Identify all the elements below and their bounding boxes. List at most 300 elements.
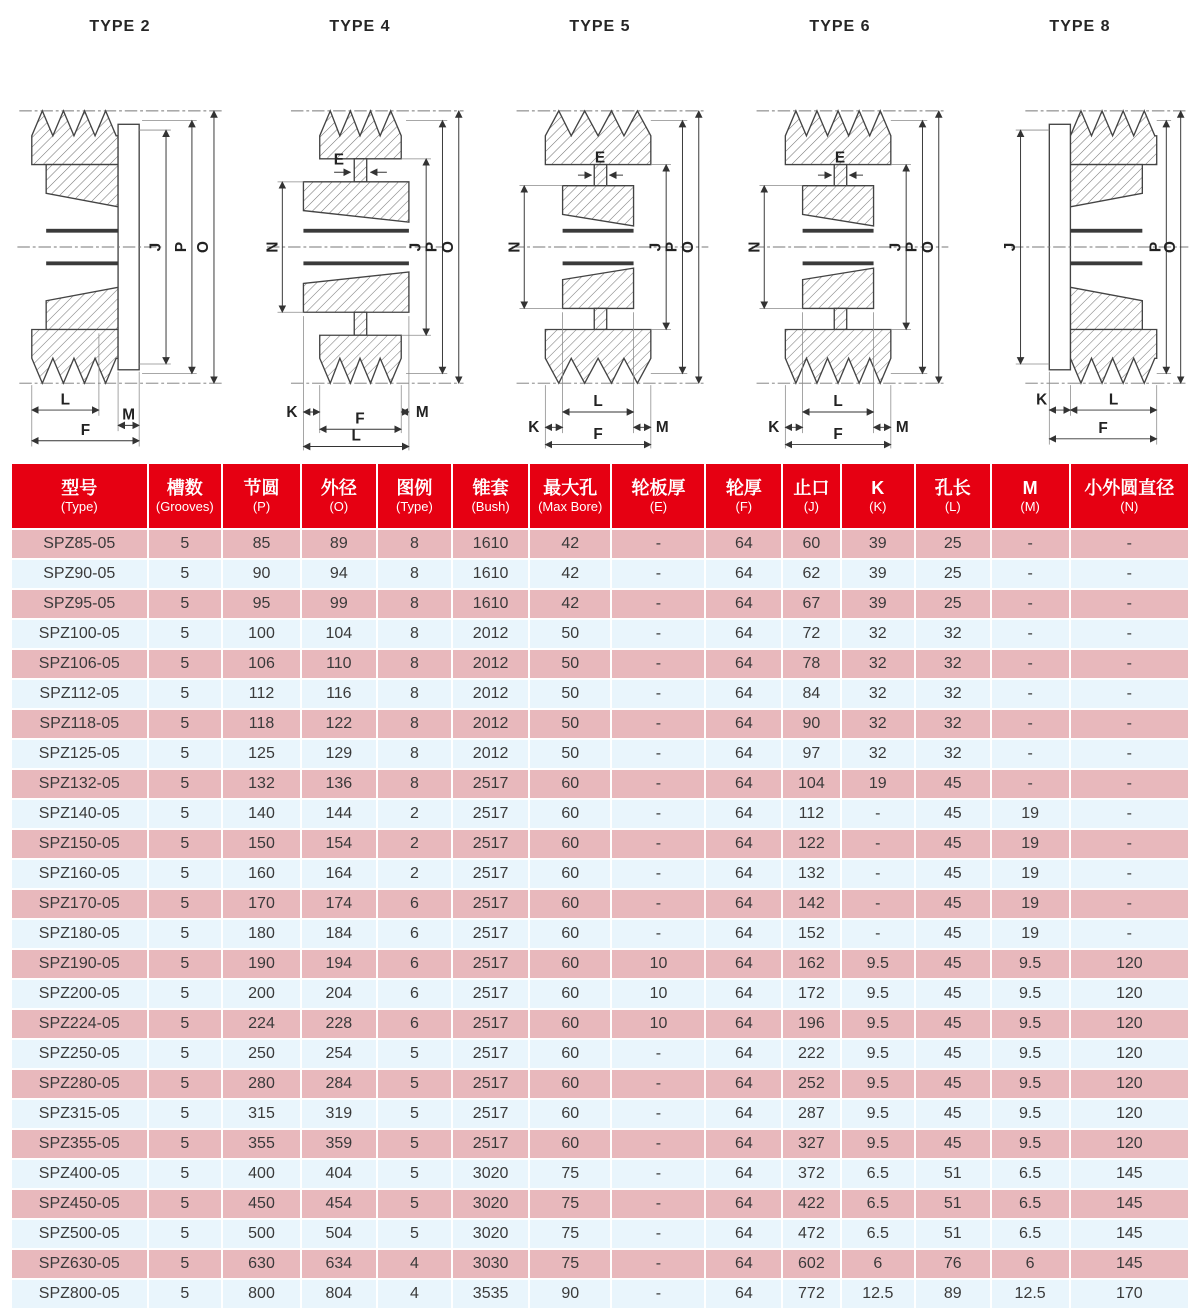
dim-label-p: P [173, 241, 191, 253]
pulley-drawing-type4 [243, 38, 477, 458]
table-cell: 3535 [453, 1280, 528, 1308]
table-cell: 372 [783, 1160, 839, 1188]
dim-label-p: P [663, 241, 681, 253]
table-cell: 78 [783, 650, 839, 678]
table-cell: 315 [223, 1100, 300, 1128]
table-cell: 2012 [453, 680, 528, 708]
table-cell: 5 [149, 530, 221, 558]
table-cell: 64 [706, 680, 781, 708]
table-cell: - [842, 860, 914, 888]
table-cell: 2517 [453, 830, 528, 858]
table-row [12, 890, 1188, 918]
table-cell: 6 [378, 980, 452, 1008]
table-cell: 2 [378, 860, 452, 888]
table-cell: 602 [783, 1250, 839, 1278]
diagram-title-type4: TYPE 4 [329, 18, 391, 35]
table-cell: 5 [378, 1130, 452, 1158]
table-cell: 120 [1071, 1100, 1188, 1128]
table-cell: 5 [149, 590, 221, 618]
table-cell: - [1071, 740, 1188, 768]
table-cell: 500 [223, 1220, 300, 1248]
table-cell: SPZ90-05 [12, 560, 147, 588]
dim-label-f: F [833, 425, 843, 443]
table-cell: 800 [223, 1280, 300, 1308]
table-cell: - [612, 530, 704, 558]
table-cell: - [992, 620, 1069, 648]
column-header: 轮厚 (F) [706, 464, 781, 528]
table-cell: 120 [1071, 980, 1188, 1008]
table-cell: 19 [992, 860, 1069, 888]
table-cell: 45 [916, 1130, 990, 1158]
table-cell: 60 [530, 1130, 611, 1158]
table-cell: 145 [1071, 1220, 1188, 1248]
table-cell: 120 [1071, 1070, 1188, 1098]
table-cell: 194 [302, 950, 376, 978]
table-cell: - [1071, 710, 1188, 738]
table-cell: 2012 [453, 710, 528, 738]
dim-label-l: L [351, 427, 361, 445]
column-header: 小外圆直径 (N) [1071, 464, 1188, 528]
table-cell: 254 [302, 1040, 376, 1068]
table-cell: 64 [706, 1040, 781, 1068]
table-cell: 75 [530, 1250, 611, 1278]
table-cell: 8 [378, 650, 452, 678]
table-cell: 90 [223, 560, 300, 588]
table-cell: - [992, 710, 1069, 738]
table-cell: 6.5 [842, 1190, 914, 1218]
table-cell: - [1071, 920, 1188, 948]
table-cell: 12.5 [992, 1280, 1069, 1308]
dim-label-j: J [887, 242, 905, 252]
table-cell: 5 [378, 1190, 452, 1218]
table-cell: 64 [706, 1250, 781, 1278]
table-row [12, 1160, 1188, 1188]
column-header: 轮板厚 (E) [612, 464, 704, 528]
table-cell: 170 [1071, 1280, 1188, 1308]
table-cell: 9.5 [842, 950, 914, 978]
table-cell: 144 [302, 800, 376, 828]
table-cell: 2517 [453, 890, 528, 918]
table-cell: SPZ250-05 [12, 1040, 147, 1068]
table-cell: 64 [706, 860, 781, 888]
table-cell: 5 [149, 740, 221, 768]
table-row [12, 950, 1188, 978]
table-cell: - [992, 530, 1069, 558]
table-cell: - [612, 1220, 704, 1248]
dim-label-m: M [655, 419, 669, 437]
table-cell: 6 [378, 1010, 452, 1038]
table-cell: 45 [916, 770, 990, 798]
table-cell: 39 [842, 530, 914, 558]
table-cell: 5 [149, 620, 221, 648]
table-row [12, 800, 1188, 828]
table-cell: 120 [1071, 1010, 1188, 1038]
table-cell: SPZ280-05 [12, 1070, 147, 1098]
table-cell: 19 [842, 770, 914, 798]
table-cell: SPZ150-05 [12, 830, 147, 858]
table-cell: 32 [916, 710, 990, 738]
dim-label-f: F [1098, 420, 1108, 438]
table-cell: 5 [149, 800, 221, 828]
table-cell: 60 [530, 1100, 611, 1128]
table-cell: 122 [783, 830, 839, 858]
table-cell: 5 [149, 1010, 221, 1038]
table-cell: 64 [706, 560, 781, 588]
table-cell: 252 [783, 1070, 839, 1098]
table-cell: 64 [706, 1100, 781, 1128]
table-cell: 2012 [453, 740, 528, 768]
table-cell: 10 [612, 1010, 704, 1038]
table-cell: 170 [223, 890, 300, 918]
table-row [12, 1070, 1188, 1098]
table-cell: 355 [223, 1130, 300, 1158]
table-cell: 64 [706, 620, 781, 648]
table-cell: 62 [783, 560, 839, 588]
table-cell: SPZ95-05 [12, 590, 147, 618]
table-cell: 64 [706, 950, 781, 978]
table-cell: 60 [530, 830, 611, 858]
table-cell: 132 [783, 860, 839, 888]
table-cell: - [1071, 650, 1188, 678]
table-cell: 60 [530, 980, 611, 1008]
table-cell: 6 [378, 950, 452, 978]
table-row [12, 770, 1188, 798]
table-cell: 112 [783, 800, 839, 828]
table-cell: 6.5 [992, 1190, 1069, 1218]
dim-label-e: E [834, 149, 846, 167]
table-cell: 2517 [453, 860, 528, 888]
table-cell: 2517 [453, 1100, 528, 1128]
table-cell: 64 [706, 1160, 781, 1188]
dim-label-k: K [528, 419, 540, 437]
table-cell: 32 [842, 740, 914, 768]
table-cell: 99 [302, 590, 376, 618]
dim-label-f: F [593, 425, 603, 443]
table-cell: 64 [706, 710, 781, 738]
table-cell: 8 [378, 620, 452, 648]
table-cell: 204 [302, 980, 376, 1008]
table-cell: 359 [302, 1130, 376, 1158]
table-cell: 280 [223, 1070, 300, 1098]
table-cell: 2 [378, 800, 452, 828]
table-cell: 45 [916, 890, 990, 918]
table-cell: 116 [302, 680, 376, 708]
table-cell: 6.5 [992, 1160, 1069, 1188]
table-cell: 174 [302, 890, 376, 918]
table-cell: - [842, 830, 914, 858]
table-cell: 5 [378, 1040, 452, 1068]
table-cell: 5 [149, 860, 221, 888]
table-row [12, 1190, 1188, 1218]
table-row [12, 530, 1188, 558]
table-cell: - [1071, 800, 1188, 828]
table-cell: 8 [378, 770, 452, 798]
table-cell: - [1071, 770, 1188, 798]
table-cell: 3020 [453, 1160, 528, 1188]
table-cell: 422 [783, 1190, 839, 1218]
table-cell: 32 [916, 740, 990, 768]
table-cell: 32 [916, 650, 990, 678]
dim-label-n: N [746, 241, 764, 253]
diagram-title-type6: TYPE 6 [809, 18, 871, 35]
table-cell: 72 [783, 620, 839, 648]
table-cell: 60 [530, 770, 611, 798]
table-cell: 5 [149, 1220, 221, 1248]
table-cell: 64 [706, 800, 781, 828]
table-cell: 164 [302, 860, 376, 888]
table-cell: 5 [149, 1100, 221, 1128]
table-cell: 772 [783, 1280, 839, 1308]
table-cell: 19 [992, 890, 1069, 918]
table-cell: 45 [916, 980, 990, 1008]
table-cell: SPZ85-05 [12, 530, 147, 558]
table-cell: SPZ132-05 [12, 770, 147, 798]
table-cell: 64 [706, 1130, 781, 1158]
table-cell: 120 [1071, 950, 1188, 978]
table-cell: - [612, 710, 704, 738]
table-cell: 222 [783, 1040, 839, 1068]
table-cell: 64 [706, 830, 781, 858]
table-cell: - [612, 920, 704, 948]
dim-label-k: K [768, 419, 780, 437]
dim-label-o: O [920, 241, 938, 254]
table-row [12, 830, 1188, 858]
table-cell: 42 [530, 530, 611, 558]
table-cell: 104 [302, 620, 376, 648]
table-cell: 64 [706, 890, 781, 918]
table-cell: 5 [149, 1250, 221, 1278]
table-cell: 12.5 [842, 1280, 914, 1308]
table-cell: - [992, 560, 1069, 588]
dim-label-j: J [647, 242, 665, 252]
table-cell: - [842, 890, 914, 918]
table-cell: 85 [223, 530, 300, 558]
table-cell: 150 [223, 830, 300, 858]
table-row [12, 1100, 1188, 1128]
table-cell: 60 [530, 1070, 611, 1098]
table-cell: - [842, 920, 914, 948]
table-cell: 10 [612, 950, 704, 978]
table-cell: - [612, 1100, 704, 1128]
table-cell: 287 [783, 1100, 839, 1128]
table-cell: 84 [783, 680, 839, 708]
diagram-type6 [722, 8, 958, 458]
table-cell: 2517 [453, 1040, 528, 1068]
table-row [12, 1220, 1188, 1248]
table-cell: 6 [992, 1250, 1069, 1278]
table-cell: 64 [706, 1280, 781, 1308]
table-cell: 64 [706, 650, 781, 678]
table-cell: 129 [302, 740, 376, 768]
table-cell: 9.5 [842, 1100, 914, 1128]
table-cell: 97 [783, 740, 839, 768]
table-cell: 75 [530, 1160, 611, 1188]
table-cell: 5 [149, 710, 221, 738]
table-cell: 60 [530, 1010, 611, 1038]
table-cell: 64 [706, 980, 781, 1008]
table-header-row [12, 464, 1188, 528]
table-cell: 64 [706, 1010, 781, 1038]
table-cell: SPZ100-05 [12, 620, 147, 648]
table-cell: - [612, 830, 704, 858]
dim-label-m: M [415, 403, 429, 421]
table-cell: 5 [149, 680, 221, 708]
table-cell: 5 [149, 1070, 221, 1098]
table-cell: 160 [223, 860, 300, 888]
table-cell: 32 [842, 650, 914, 678]
table-cell: 32 [916, 680, 990, 708]
table-cell: 6.5 [842, 1220, 914, 1248]
table-cell: 154 [302, 830, 376, 858]
table-cell: 32 [842, 620, 914, 648]
table-cell: - [612, 770, 704, 798]
table-cell: 5 [149, 1130, 221, 1158]
table-cell: 45 [916, 950, 990, 978]
diagram-type4 [242, 8, 478, 458]
table-cell: 400 [223, 1160, 300, 1188]
diagram-title-type5: TYPE 5 [569, 18, 631, 35]
table-cell: 5 [378, 1100, 452, 1128]
table-cell: SPZ630-05 [12, 1250, 147, 1278]
table-cell: - [992, 590, 1069, 618]
dim-label-n: N [506, 241, 524, 253]
dim-label-e: E [333, 151, 345, 169]
table-row [12, 710, 1188, 738]
table-cell: 118 [223, 710, 300, 738]
table-cell: 228 [302, 1010, 376, 1038]
table-cell: 5 [149, 920, 221, 948]
table-cell: 152 [783, 920, 839, 948]
dim-label-o: O [1161, 241, 1179, 254]
table-cell: - [992, 680, 1069, 708]
table-cell: - [1071, 830, 1188, 858]
table-cell: 60 [530, 1040, 611, 1068]
table-cell: 145 [1071, 1160, 1188, 1188]
table-cell: 100 [223, 620, 300, 648]
table-cell: 64 [706, 920, 781, 948]
table-cell: - [1071, 890, 1188, 918]
table-cell: 2012 [453, 650, 528, 678]
table-cell: 50 [530, 650, 611, 678]
column-header: 节圆 (P) [223, 464, 300, 528]
table-cell: 450 [223, 1190, 300, 1218]
table-cell: 51 [916, 1220, 990, 1248]
table-cell: 3030 [453, 1250, 528, 1278]
table-cell: 5 [149, 560, 221, 588]
table-cell: 136 [302, 770, 376, 798]
table-cell: 180 [223, 920, 300, 948]
table-row [12, 860, 1188, 888]
table-cell: 804 [302, 1280, 376, 1308]
table-cell: 45 [916, 830, 990, 858]
table-cell: 50 [530, 740, 611, 768]
diagram-type2 [2, 8, 238, 458]
table-cell: 25 [916, 590, 990, 618]
table-cell: - [612, 680, 704, 708]
dim-label-m: M [895, 419, 909, 437]
dim-label-f: F [355, 410, 365, 428]
table-cell: 250 [223, 1040, 300, 1068]
table-cell: 90 [530, 1280, 611, 1308]
dim-label-o: O [195, 241, 213, 254]
table-row [12, 980, 1188, 1008]
table-cell: 8 [378, 590, 452, 618]
dim-label-p: P [423, 241, 441, 253]
column-header: 型号 (Type) [12, 464, 147, 528]
table-cell: SPZ400-05 [12, 1160, 147, 1188]
table-cell: 50 [530, 620, 611, 648]
table-cell: SPZ800-05 [12, 1280, 147, 1308]
table-cell: 5 [149, 830, 221, 858]
table-cell: 75 [530, 1220, 611, 1248]
dim-label-e: E [594, 149, 606, 167]
dim-label-j: J [1001, 242, 1019, 252]
pulley-drawing-type8 [963, 38, 1197, 458]
table-cell: 9.5 [992, 1070, 1069, 1098]
table-cell: 4 [378, 1280, 452, 1308]
table-cell: 45 [916, 1040, 990, 1068]
table-cell: 132 [223, 770, 300, 798]
table-cell: 19 [992, 920, 1069, 948]
table-cell: 9.5 [992, 980, 1069, 1008]
pulley-drawing-type6 [723, 38, 957, 458]
dim-label-o: O [440, 241, 458, 254]
table-cell: 472 [783, 1220, 839, 1248]
table-cell: 90 [783, 710, 839, 738]
table-cell: 5 [149, 1160, 221, 1188]
table-cell: 2517 [453, 980, 528, 1008]
table-cell: 60 [530, 950, 611, 978]
table-head [12, 464, 1188, 528]
table-cell: 224 [223, 1010, 300, 1038]
table-cell: 9.5 [842, 1010, 914, 1038]
table-cell: 6.5 [992, 1220, 1069, 1248]
table-cell: 2517 [453, 1070, 528, 1098]
diagram-title-type8: TYPE 8 [1049, 18, 1111, 35]
table-cell: 50 [530, 710, 611, 738]
table-cell: - [992, 740, 1069, 768]
table-cell: 9.5 [992, 1130, 1069, 1158]
table-cell: 2517 [453, 800, 528, 828]
table-cell: - [842, 800, 914, 828]
table-cell: 6.5 [842, 1160, 914, 1188]
table-cell: 42 [530, 560, 611, 588]
table-cell: 5 [149, 890, 221, 918]
table-cell: 404 [302, 1160, 376, 1188]
table-cell: SPZ450-05 [12, 1190, 147, 1218]
table-cell: SPZ500-05 [12, 1220, 147, 1248]
dim-label-p: P [1147, 241, 1165, 253]
table-cell: - [612, 1160, 704, 1188]
table-cell: - [992, 770, 1069, 798]
table-cell: 8 [378, 710, 452, 738]
dim-label-l: L [833, 393, 843, 411]
table-cell: 196 [783, 1010, 839, 1038]
table-cell: 45 [916, 1100, 990, 1128]
table-cell: - [1071, 680, 1188, 708]
column-header: 外径 (O) [302, 464, 376, 528]
table-cell: - [612, 620, 704, 648]
table-cell: 5 [378, 1220, 452, 1248]
table-row [12, 650, 1188, 678]
column-header: 最大孔 (Max Bore) [530, 464, 611, 528]
table-cell: 19 [992, 830, 1069, 858]
table-cell: 3020 [453, 1220, 528, 1248]
table-cell: 3020 [453, 1190, 528, 1218]
table-row [12, 1130, 1188, 1158]
table-cell: 5 [149, 950, 221, 978]
table-cell: 140 [223, 800, 300, 828]
